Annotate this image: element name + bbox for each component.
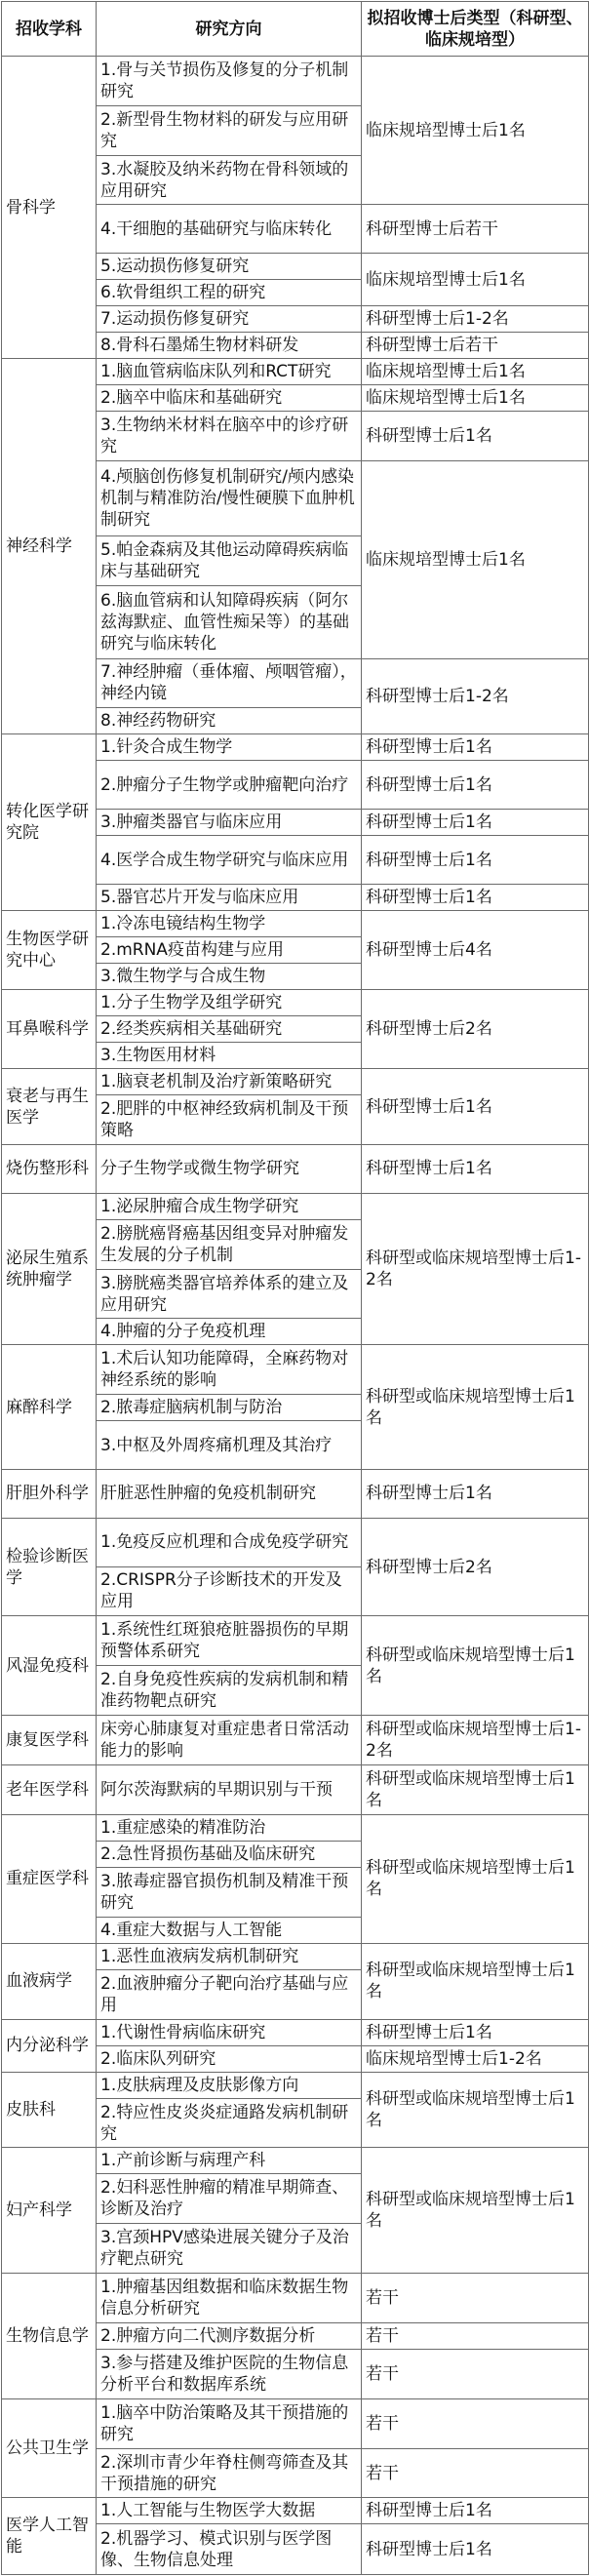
table-row — [2, 1814, 589, 1841]
table-row — [2, 1943, 589, 1969]
type-cell: 科研型博士后2名 — [362, 990, 589, 1069]
subject-cell: 老年医学科 — [2, 1764, 97, 1814]
subject-cell: 重症医学科 — [2, 1814, 97, 1943]
direction-cell: 8.骨科石墨烯生物材料研发 — [97, 333, 362, 359]
table-row — [2, 2274, 589, 2323]
direction-cell: 7.运动损伤修复研究 — [97, 306, 362, 333]
table-row — [2, 1764, 589, 1814]
direction-cell: 1.针灸合成生物学 — [97, 734, 362, 761]
direction-cell: 2.膀胱癌肾癌基因组变异对肿瘤发生发展的分子机制 — [97, 1219, 362, 1269]
type-cell: 科研型博士后1名 — [362, 836, 589, 885]
type-cell: 临床规培型博士后1-2名 — [362, 2045, 589, 2072]
type-cell: 科研型或临床规培型博士后1-2名 — [362, 1193, 589, 1345]
direction-cell: 床旁心肺康复对重症患者日常活动能力的影响 — [97, 1716, 362, 1765]
table-row — [2, 2498, 589, 2524]
table-row — [2, 1518, 589, 1566]
type-cell: 临床规培型博士后1名 — [362, 385, 589, 412]
table-row — [2, 2072, 589, 2098]
direction-cell: 1.免疫反应机理和合成免疫学研究 — [97, 1518, 362, 1566]
direction-cell: 2.急性肾损伤基础及临床研究 — [97, 1841, 362, 1867]
type-cell: 科研型博士后1-2名 — [362, 306, 589, 333]
direction-cell: 1.恶性血液病发病机制研究 — [97, 1943, 362, 1969]
table-row — [2, 2019, 589, 2045]
type-cell: 科研型博士后1名 — [362, 734, 589, 761]
direction-cell: 2.新型骨生物材料的研发与应用研究 — [97, 105, 362, 155]
direction-cell: 1.人工智能与生物医学大数据 — [97, 2498, 362, 2524]
subject-cell: 康复医学科 — [2, 1716, 97, 1765]
direction-cell: 3.微生物学与合成生物 — [97, 964, 362, 990]
direction-cell: 3.膀胱癌类器官培养体系的建立及应用研究 — [97, 1269, 362, 1319]
header-row — [2, 2, 589, 57]
table-row — [2, 910, 589, 936]
direction-cell: 7.神经肿瘤（垂体瘤、颅咽管瘤），神经内镜 — [97, 658, 362, 708]
direction-cell: 1.分子生物学及组学研究 — [97, 990, 362, 1016]
table-row — [2, 1345, 589, 1395]
table-row — [2, 1470, 589, 1519]
subject-cell: 检验诊断医学 — [2, 1518, 97, 1616]
type-cell: 科研型博士后1名 — [362, 884, 589, 910]
type-cell: 科研型或临床规培型博士后1名 — [362, 1345, 589, 1470]
type-cell: 科研型博士后若干 — [362, 333, 589, 359]
direction-cell: 2.肥胖的中枢神经致病机制及干预策略 — [97, 1095, 362, 1145]
subject-cell: 衰老与再生医学 — [2, 1069, 97, 1145]
subject-cell: 肝胆外科学 — [2, 1470, 97, 1519]
direction-cell: 分子生物学或微生物学研究 — [97, 1145, 362, 1194]
direction-cell: 3.肿瘤类器官与临床应用 — [97, 810, 362, 836]
direction-cell: 阿尔茨海默病的早期识别与干预 — [97, 1764, 362, 1814]
subject-cell: 内分泌科学 — [2, 2019, 97, 2072]
type-cell: 临床规培型博士后1名 — [362, 254, 589, 306]
subject-cell: 妇产科学 — [2, 2148, 97, 2274]
type-cell: 科研型或临床规培型博士后1名 — [362, 1814, 589, 1943]
type-cell: 科研型博士后2名 — [362, 1518, 589, 1616]
subject-cell: 皮肤科 — [2, 2072, 97, 2148]
type-cell: 若干 — [362, 2349, 589, 2398]
direction-cell: 1.重症感染的精准防治 — [97, 1814, 362, 1841]
type-cell: 科研型或临床规培型博士后1名 — [362, 2148, 589, 2274]
type-cell: 科研型博士后若干 — [362, 205, 589, 254]
subject-cell: 耳鼻喉科学 — [2, 990, 97, 1069]
type-cell: 若干 — [362, 2322, 589, 2349]
direction-cell: 2.血液肿瘤分子靶向治疗基础与应用 — [97, 1969, 362, 2019]
type-cell: 科研型博士后1名 — [362, 2019, 589, 2045]
direction-cell: 1.肿瘤基因组数据和临床数据生物信息分析研究 — [97, 2274, 362, 2323]
table-row — [2, 1716, 589, 1765]
type-cell: 科研型博士后1名 — [362, 1470, 589, 1519]
type-cell: 若干 — [362, 2448, 589, 2498]
direction-cell: 2.CRISPR分子诊断技术的开发及应用 — [97, 1566, 362, 1616]
direction-cell: 1.骨与关节损伤及修复的分子机制研究 — [97, 57, 362, 106]
direction-cell: 4.干细胞的基础研究与临床转化 — [97, 205, 362, 254]
table-row — [2, 1193, 589, 1219]
direction-cell: 2.肿瘤方向二代测序数据分析 — [97, 2322, 362, 2349]
type-cell: 科研型或临床规培型博士后1-2名 — [362, 1716, 589, 1765]
table-row — [2, 2148, 589, 2174]
type-cell: 临床规培型博士后1名 — [362, 57, 589, 205]
table-row — [2, 734, 589, 761]
direction-cell: 5.器官芯片开发与临床应用 — [97, 884, 362, 910]
direction-cell: 1.皮肤病理及皮肤影像方向 — [97, 2072, 362, 2098]
type-cell: 若干 — [362, 2398, 589, 2448]
direction-cell: 1.脑衰老机制及治疗新策略研究 — [97, 1069, 362, 1095]
type-column-header: 拟招收博士后类型（科研型、临床规培型） — [362, 2, 589, 57]
subject-cell: 神经科学 — [2, 359, 97, 734]
direction-cell: 2.深圳市青少年脊柱侧弯筛查及其干预措施的研究 — [97, 2448, 362, 2498]
table-body — [2, 57, 589, 2575]
direction-cell: 2.临床队列研究 — [97, 2045, 362, 2072]
direction-cell: 3.生物纳米材料在脑卒中的诊疗研究 — [97, 412, 362, 461]
type-cell: 科研型或临床规培型博士后1名 — [362, 1616, 589, 1716]
type-cell: 科研型博士后4名 — [362, 910, 589, 989]
direction-cell: 2.特应性皮炎炎症通路发病机制研究 — [97, 2098, 362, 2148]
type-cell: 科研型博士后1名 — [362, 1145, 589, 1194]
direction-cell: 1.冷冻电镜结构生物学 — [97, 910, 362, 936]
direction-cell: 6.脑血管病和认知障碍疾病（阿尔兹海默症、血管性痴呆等）的基础研究与临床转化 — [97, 585, 362, 658]
direction-cell: 2.妇科恶性肿瘤的精准早期筛查、诊断及治疗 — [97, 2174, 362, 2224]
direction-cell: 1.泌尿肿瘤合成生物学研究 — [97, 1193, 362, 1219]
subject-cell: 烧伤整形科 — [2, 1145, 97, 1194]
type-cell: 科研型博士后1名 — [362, 2498, 589, 2524]
type-cell: 科研型博士后1-2名 — [362, 658, 589, 734]
direction-cell: 8.神经药物研究 — [97, 708, 362, 734]
direction-cell: 2.脑卒中临床和基础研究 — [97, 385, 362, 412]
subject-cell: 医学人工智能 — [2, 2498, 97, 2575]
type-cell: 科研型博士后1名 — [362, 2524, 589, 2575]
type-cell: 临床规培型博士后1名 — [362, 359, 589, 385]
table-row — [2, 2398, 589, 2448]
direction-cell: 3.参与搭建及维护医院的生物信息分析平台和数据库系统 — [97, 2349, 362, 2398]
direction-cell: 肝脏恶性肿瘤的免疫机制研究 — [97, 1470, 362, 1519]
direction-cell: 1.代谢性骨病临床研究 — [97, 2019, 362, 2045]
direction-cell: 5.运动损伤修复研究 — [97, 254, 362, 280]
direction-cell: 4.医学合成生物学研究与临床应用 — [97, 836, 362, 885]
table-row — [2, 1616, 589, 1666]
table-row — [2, 359, 589, 385]
direction-cell: 1.脑卒中防治策略及其干预措施的研究 — [97, 2398, 362, 2448]
subject-column-header: 招收学科 — [2, 2, 97, 57]
direction-cell: 1.系统性红斑狼疮脏器损伤的早期预警体系研究 — [97, 1616, 362, 1666]
recruitment-table — [1, 1, 589, 2575]
direction-cell: 1.产前诊断与病理产科 — [97, 2148, 362, 2174]
subject-cell: 公共卫生学 — [2, 2398, 97, 2498]
type-cell: 若干 — [362, 2274, 589, 2323]
type-cell: 科研型博士后1名 — [362, 810, 589, 836]
type-cell: 科研型或临床规培型博士后1名 — [362, 1943, 589, 2019]
subject-cell: 风湿免疫科 — [2, 1616, 97, 1716]
table-header — [2, 2, 589, 57]
direction-cell: 4.颅脑创伤修复机制研究/颅内感染机制与精准防治/慢性硬膜下血肿机制研究 — [97, 461, 362, 536]
type-cell: 临床规培型博士后1名 — [362, 461, 589, 658]
direction-cell: 2.肿瘤分子生物学或肿瘤靶向治疗 — [97, 761, 362, 810]
table-row — [2, 57, 589, 106]
subject-cell: 血液病学 — [2, 1943, 97, 2019]
direction-cell: 4.重症大数据与人工智能 — [97, 1917, 362, 1943]
type-cell: 科研型博士后1名 — [362, 412, 589, 461]
direction-cell: 6.软骨组织工程的研究 — [97, 280, 362, 306]
direction-cell: 3.脓毒症器官损伤机制及精准干预研究 — [97, 1867, 362, 1917]
direction-cell: 4.肿瘤的分子免疫机理 — [97, 1319, 362, 1345]
subject-cell: 生物信息学 — [2, 2274, 97, 2399]
type-cell: 科研型或临床规培型博士后1名 — [362, 2072, 589, 2148]
subject-cell: 泌尿生殖系统肿瘤学 — [2, 1193, 97, 1345]
table-row — [2, 990, 589, 1016]
table-row — [2, 1145, 589, 1194]
subject-cell: 转化医学研究院 — [2, 734, 97, 911]
direction-cell: 3.中枢及外周疼痛机理及其治疗 — [97, 1421, 362, 1470]
direction-cell: 1.术后认知功能障碍，全麻药物对神经系统的影响 — [97, 1345, 362, 1395]
table-row — [2, 1069, 589, 1095]
direction-cell: 2.机器学习、模式识别与医学图像、生物信息处理 — [97, 2524, 362, 2575]
subject-cell: 麻醉科学 — [2, 1345, 97, 1470]
direction-cell: 5.帕金森病及其他运动障碍疾病临床与基础研究 — [97, 536, 362, 586]
subject-cell: 骨科学 — [2, 57, 97, 359]
type-cell: 科研型或临床规培型博士后1名 — [362, 1764, 589, 1814]
direction-cell: 3.生物医用材料 — [97, 1043, 362, 1069]
subject-cell: 生物医学研究中心 — [2, 910, 97, 989]
direction-cell: 2.mRNA疫苗构建与应用 — [97, 936, 362, 963]
direction-cell: 3.宫颈HPV感染进展关键分子及治疗靶点研究 — [97, 2224, 362, 2274]
type-cell: 科研型博士后1名 — [362, 1069, 589, 1145]
direction-cell: 1.脑血管病临床队列和RCT研究 — [97, 359, 362, 385]
direction-cell: 2.经类疾病相关基础研究 — [97, 1016, 362, 1043]
direction-cell: 3.水凝胶及纳米药物在骨科领域的应用研究 — [97, 155, 362, 205]
direction-column-header: 研究方向 — [97, 2, 362, 57]
direction-cell: 2.自身免疫性疾病的发病机制和精准药物靶点研究 — [97, 1666, 362, 1716]
direction-cell: 2.脓毒症脑病机制与防治 — [97, 1395, 362, 1421]
type-cell: 科研型博士后1名 — [362, 761, 589, 810]
